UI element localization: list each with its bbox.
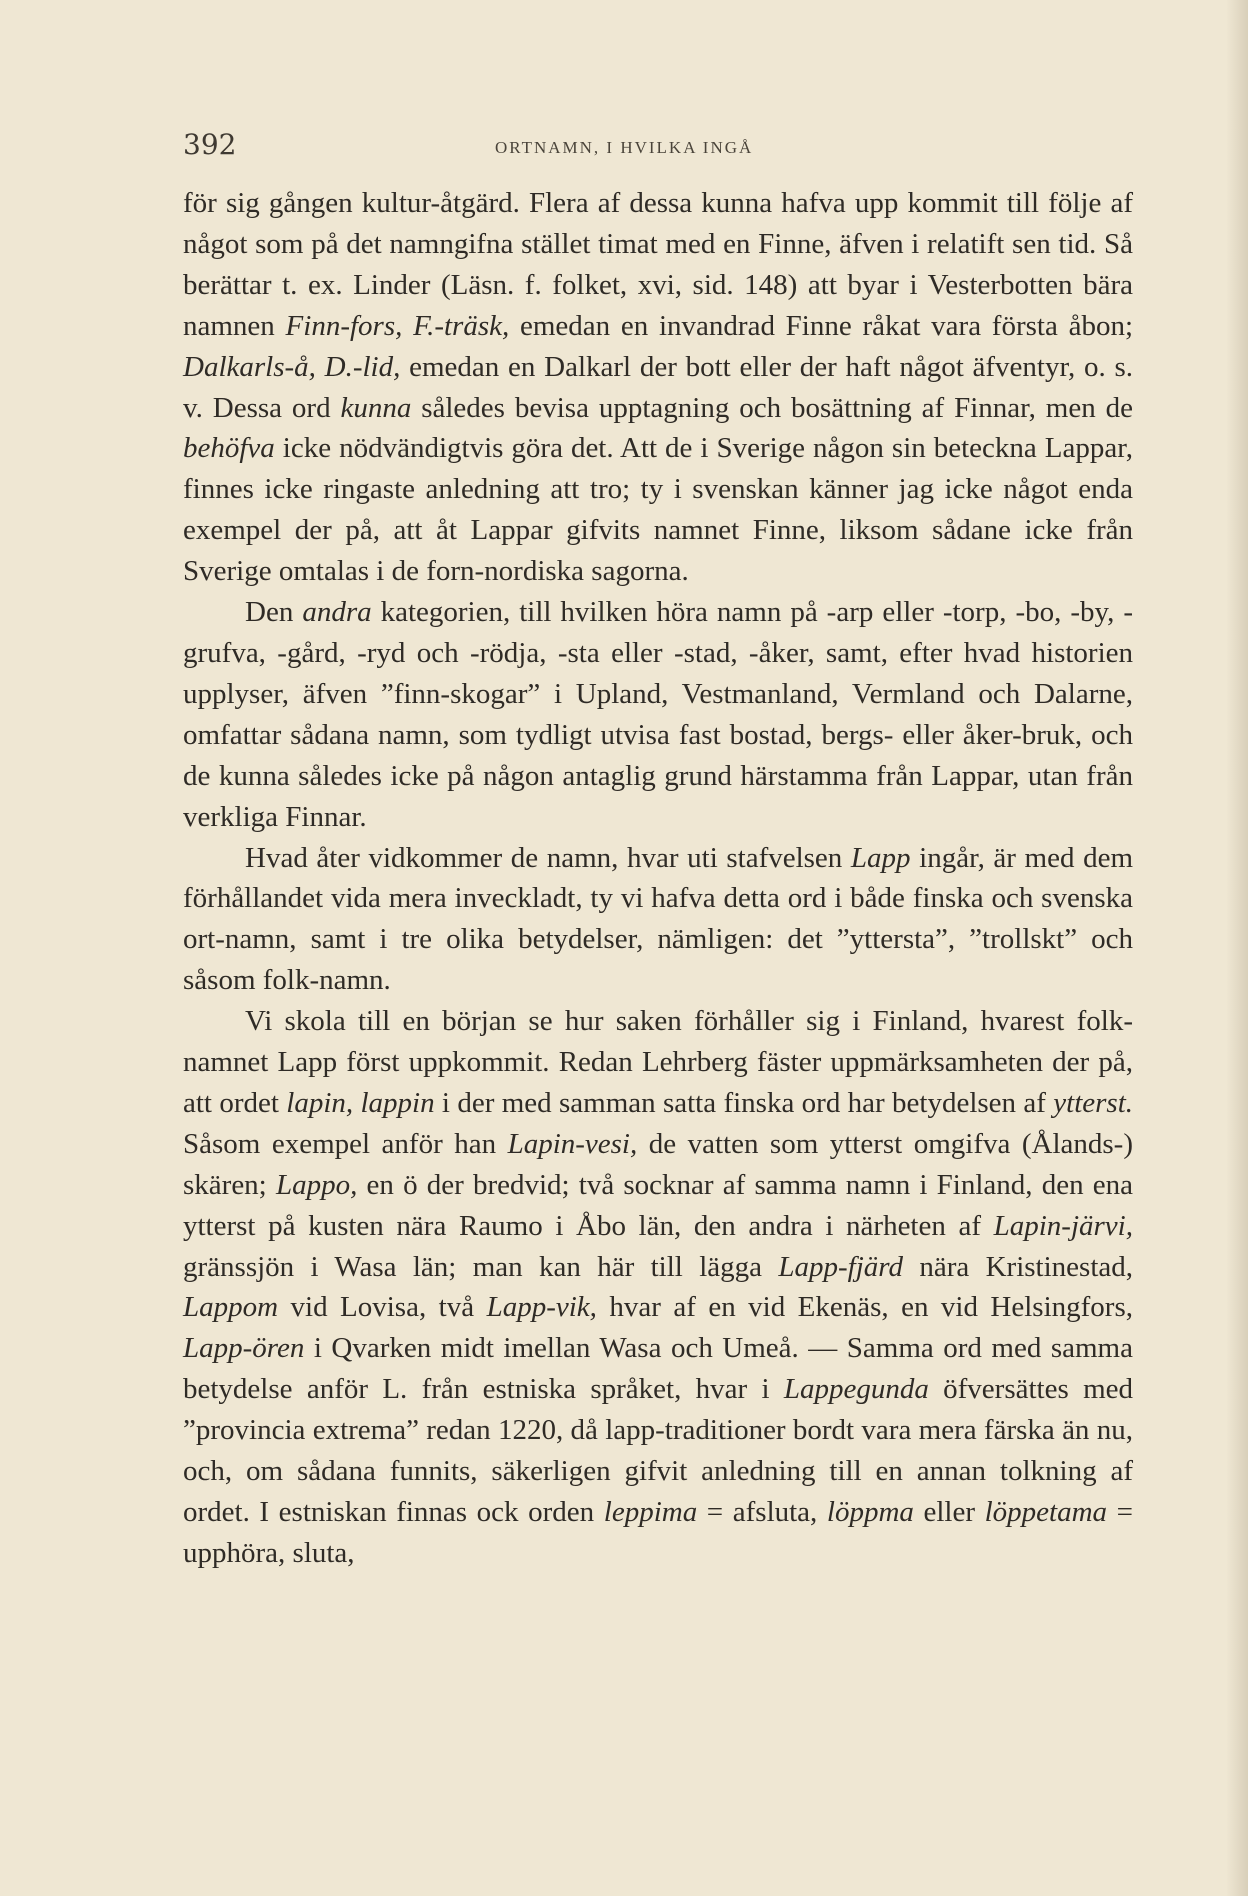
italic-term: leppima xyxy=(603,1496,698,1528)
italic-term: Finn-fors, F.-träsk, xyxy=(285,309,510,342)
text-run: kategorien, till hvilken höra namn på -arp eller -torp, -bo, -by, -grufva, -gård, -ryd och -rödja, -sta eller -stad, -åker, samt, efter hvad historien upplyser, äfven ”finn-skogar” i Upland, Vestmanland, Vermland och Dalarne, omfattar sådana namn, som tydligt utvisa fast bostad, bergs- eller åker-bruk, och de kunna således icke på någon antaglig grund härstamma från Lappar, utan från verkliga Finnar. xyxy=(183,596,1133,833)
text-run: gränssjön i Wasa län; man kan här till lägga xyxy=(183,1250,779,1283)
italic-term: löppetama xyxy=(984,1496,1108,1528)
text-run: emedan en Dalkarl der bott eller der haft något äfventyr, o. s. v. Dessa ord xyxy=(183,350,1133,424)
paragraph-1 xyxy=(183,183,1133,592)
italic-term: Lapin-vesi, xyxy=(507,1127,638,1160)
italic-term: lapin, lappin xyxy=(286,1086,435,1119)
text-run: Såsom exempel anför han xyxy=(183,1127,508,1160)
text-run: för sig gången kultur-åtgärd. Flera af dessa kunna hafva upp kommit till följe af något som på det namngifna stället timat med en Finne, äfven i relatift sen tid. Så berättar t. ex. Linder (Läsn. f. folket, xvi, sid. 148) att byar i Vesterbotten bära namnen xyxy=(183,187,1133,342)
text-run: nära Kristinestad, xyxy=(902,1250,1133,1283)
text-run: öfversättes med ”provincia extrema” redan 1220, då lapp-traditioner bordt vara mera färska än nu, och, om sådana funnits, säkerligen gifvit anledning till en annan tolkning af ordet. I estniskan finnas ock orden xyxy=(183,1373,1134,1528)
text-run: hvar af en vid Ekenäs, en vid Helsingfors, xyxy=(596,1291,1133,1324)
text-run: i der med samman satta finska ord har betydelsen af xyxy=(434,1086,1054,1119)
italic-term: ytterst. xyxy=(1053,1086,1134,1119)
page-header xyxy=(183,128,1133,168)
running-head: ORTNAMN, I HVILKA INGÅ xyxy=(495,138,754,157)
italic-term: Lapp-vik, xyxy=(486,1291,597,1324)
text-run: de vatten som ytterst omgifva (Ålands-) skären; xyxy=(183,1127,1133,1201)
text-run: icke nödvändigtvis göra det. Att de i Sverige någon sin beteckna Lappar, finnes icke ringaste anledning att tro; ty i svenskan känner jag icke något enda exempel der på, att åt Lappar gifvits namnet Finne, liksom sådane icke från Sverige omtalas i de forn-nordiska sagorna. xyxy=(183,432,1133,588)
text-run: eller xyxy=(913,1496,985,1528)
text-run: Vi skola till en början se hur saken förhåller sig i Finland, hvarest folk-namnet Lapp först uppkommit. Redan Lehrberg fäster uppmärksamheten der på, att ordet xyxy=(183,1005,1133,1119)
text-run: vid Lovisa, två xyxy=(278,1291,487,1324)
text-run: en ö der bredvid; två socknar af samma namn i Finland, den ena ytterst på kusten nära Raumo i Åbo län, den andra i närheten af xyxy=(183,1168,1134,1242)
text-run: Den xyxy=(245,596,303,629)
text-run: = upphöra, sluta, xyxy=(183,1496,1134,1569)
italic-term: löppma xyxy=(826,1496,914,1528)
body-text xyxy=(183,183,1133,1574)
italic-term: Dalkarls-å, D.-lid, xyxy=(183,350,401,383)
text-run: således bevisa upptagning och bosättning af Finnar, men de xyxy=(411,391,1133,424)
italic-term: Lappom xyxy=(183,1291,279,1324)
italic-term: Lapp xyxy=(850,841,911,874)
italic-term: Lappo, xyxy=(275,1168,358,1201)
text-run: emedan en invandrad Finne råkat vara första åbon; xyxy=(509,309,1133,342)
italic-term: Lapin-järvi, xyxy=(993,1209,1133,1242)
italic-term: Lappegunda xyxy=(783,1373,929,1406)
text-run: Hvad åter vidkommer de namn, hvar uti stafvelsen xyxy=(245,841,851,874)
italic-term: kunna xyxy=(340,391,412,424)
text-run: ingår, är med dem förhållandet vida mera inveckladt, ty vi hafva detta ord i både finska och svenska ort-namn, samt i tre olika betydelser, nämligen: det ”yttersta”, ”trollskt” och såsom folk-namn. xyxy=(183,841,1133,997)
text-run: = afsluta, xyxy=(697,1496,827,1528)
paragraph-4 xyxy=(183,1001,1133,1574)
paragraph-3 xyxy=(183,838,1133,1002)
paragraph-2 xyxy=(183,592,1133,837)
italic-term: andra xyxy=(302,596,372,629)
text-run: i Qvarken midt imellan Wasa och Umeå. — Samma ord med samma betydelse anför L. från estniska språket, hvar i xyxy=(183,1332,1133,1406)
italic-term: behöfva xyxy=(183,432,275,465)
page-number: 392 xyxy=(183,128,237,161)
italic-term: Lapp-fjärd xyxy=(778,1250,903,1283)
italic-term: Lapp-ören xyxy=(183,1332,305,1365)
